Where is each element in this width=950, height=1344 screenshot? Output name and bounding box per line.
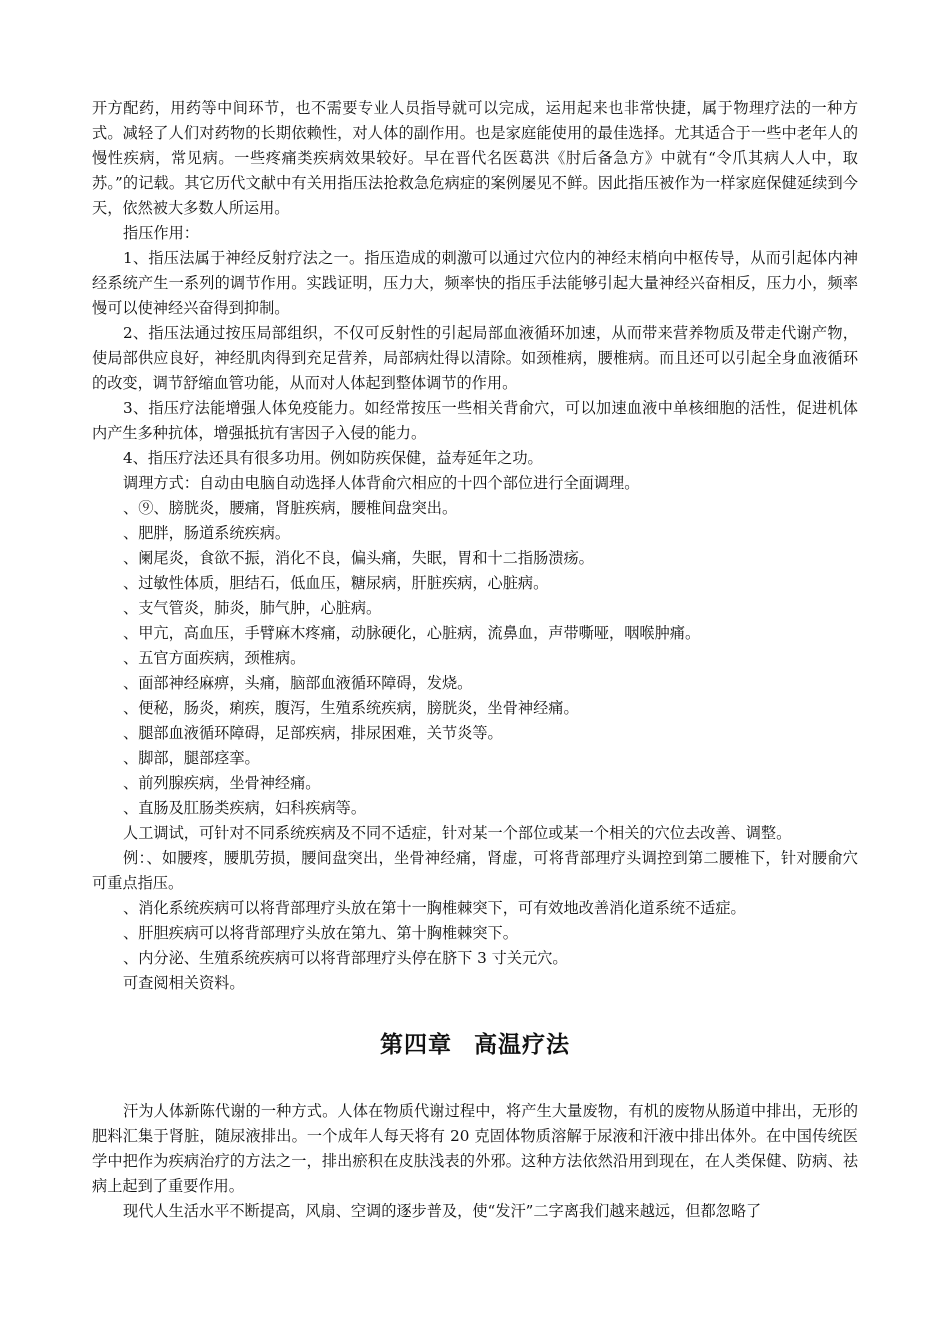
condition-item: 、甲亢，高血压，手臂麻木疼痛，动脉硬化，心脏病，流鼻血，声带嘶哑，咽喉肿痛。 — [123, 624, 701, 642]
example-item: 、消化系统疾病可以将背部理疗头放在第十一胸椎棘突下，可有效地改善消化道系统不适症。 — [123, 899, 746, 917]
condition-item: 、过敏性体质，胆结石，低血压，糖尿病，肝脏疾病，心脏病。 — [123, 574, 549, 592]
condition-item: 、⑨、膀胱炎，腰痛，肾脏疾病，腰椎间盘突出。 — [123, 499, 458, 517]
condition-item: 、直肠及肛肠类疾病，妇科疾病等。 — [123, 799, 366, 817]
condition-item: 、阑尾炎，食欲不振，消化不良，偏头痛，失眠，胃和十二指肠溃疡。 — [123, 549, 594, 567]
condition-item: 、脚部，腿部痉挛。 — [123, 749, 260, 767]
effects-heading: 指压作用： — [123, 224, 199, 242]
effect-item-2: 2、指压法通过按压局部组织，不仅可反射性的引起局部血液循环加速，从而带来营养物质及带走代谢产物，使局部供应良好，神经肌肉得到充足营养，局部病灶得以清除。如颈椎病，腰椎病。而且还可以引起全身血液循环的改变，调节舒缩血管功能，从而对人体起到整体调节的作用。 — [92, 324, 858, 392]
condition-item: 、肥胖，肠道系统疾病。 — [123, 524, 291, 542]
condition-item: 、前列腺疾病，坐骨神经痛。 — [123, 774, 321, 792]
chapter-number: 第四章 — [380, 1032, 452, 1058]
intro-paragraph: 开方配药，用药等中间环节，也不需要专业人员指导就可以完成，运用起来也非常快捷，属于物理疗法的一种方式。减轻了人们对药物的长期依赖性，对人体的副作用。也是家庭能使用的最佳选择。尤其适合于一些中老年人的慢性疾病，常见病。一些疼痛类疾病效果较好。早在晋代名医葛洪《肘后备急方》中就有“令爪其病人人中，取苏。”的记载。其它历代文献中有关用指压法抢救急危病症的案例屡见不鲜。因此指压被作为一样家庭保健延续到今天，依然被大多数人所运用。 — [92, 99, 858, 217]
chapter-paragraph-2: 现代人生活水平不断提高，风扇、空调的逐步普及，使“发汗”二字离我们越来越远，但都忽略了 — [123, 1202, 762, 1220]
effect-item-1: 1、指压法属于神经反射疗法之一。指压造成的刺激可以通过穴位内的神经末梢向中枢传导，从而引起体内神经系统产生一系列的调节作用。实践证明，压力大，频率快的指压手法能够引起大量神经兴奋相反，压力小，频率慢可以使神经兴奋得到抑制。 — [92, 249, 858, 317]
chapter-paragraph-1: 汗为人体新陈代谢的一种方式。人体在物质代谢过程中，将产生大量废物，有机的废物从肠道中排出，无形的肥料汇集于肾脏，随尿液排出。一个成年人每天将有 20 克固体物质溶解于尿液和汗液中排出体外。在中国传统医学中把作为疾病治疗的方法之一，排出瘀积在皮肤浅表的外邪。这种方法依然沿用到现在，在人类保健、防病、祛病上起到了重要作用。 — [92, 1102, 858, 1195]
reference-note: 可查阅相关资料。 — [123, 974, 245, 992]
example-item: 、肝胆疾病可以将背部理疗头放在第九、第十胸椎棘突下。 — [123, 924, 518, 942]
chapter-title: 高温疗法 — [474, 1032, 570, 1058]
example-paragraph: 例：、如腰疼，腰肌劳损，腰间盘突出，坐骨神经痛，肾虚，可将背部理疗头调控到第二腰椎下，针对腰俞穴可重点指压。 — [92, 849, 858, 892]
chapter-heading — [92, 1028, 858, 1062]
effect-item-3: 3、指压疗法能增强人体免疫能力。如经常按压一些相关背俞穴，可以加速血液中单核细胞的活性，促进机体内产生多种抗体，增强抵抗有害因子入侵的能力。 — [92, 399, 858, 442]
condition-item: 、五官方面疾病，颈椎病。 — [123, 649, 306, 667]
condition-item: 、支气管炎，肺炎，肺气肿，心脏病。 — [123, 599, 382, 617]
example-item: 、内分泌、生殖系统疾病可以将背部理疗头停在脐下 3 寸关元穴。 — [123, 949, 568, 967]
condition-item: 、便秘，肠炎，痢疾，腹泻，生殖系统疾病，膀胱炎，坐骨神经痛。 — [123, 699, 579, 717]
effect-item-4: 4、指压疗法还具有很多功用。例如防疾保健，益寿延年之功。 — [123, 449, 543, 467]
manual-adjust-paragraph: 人工调试，可针对不同系统疾病及不同不适症，针对某一个部位或某一个相关的穴位去改善、调整。 — [123, 824, 792, 842]
condition-item: 、腿部血液循环障碍，足部疾病，排尿困难，关节炎等。 — [123, 724, 503, 742]
adjust-method-heading: 调理方式：自动由电脑自动选择人体背俞穴相应的十四个部位进行全面调理。 — [123, 474, 640, 492]
condition-item: 、面部神经麻痹，头痛，脑部血液循环障碍，发烧。 — [123, 674, 473, 692]
